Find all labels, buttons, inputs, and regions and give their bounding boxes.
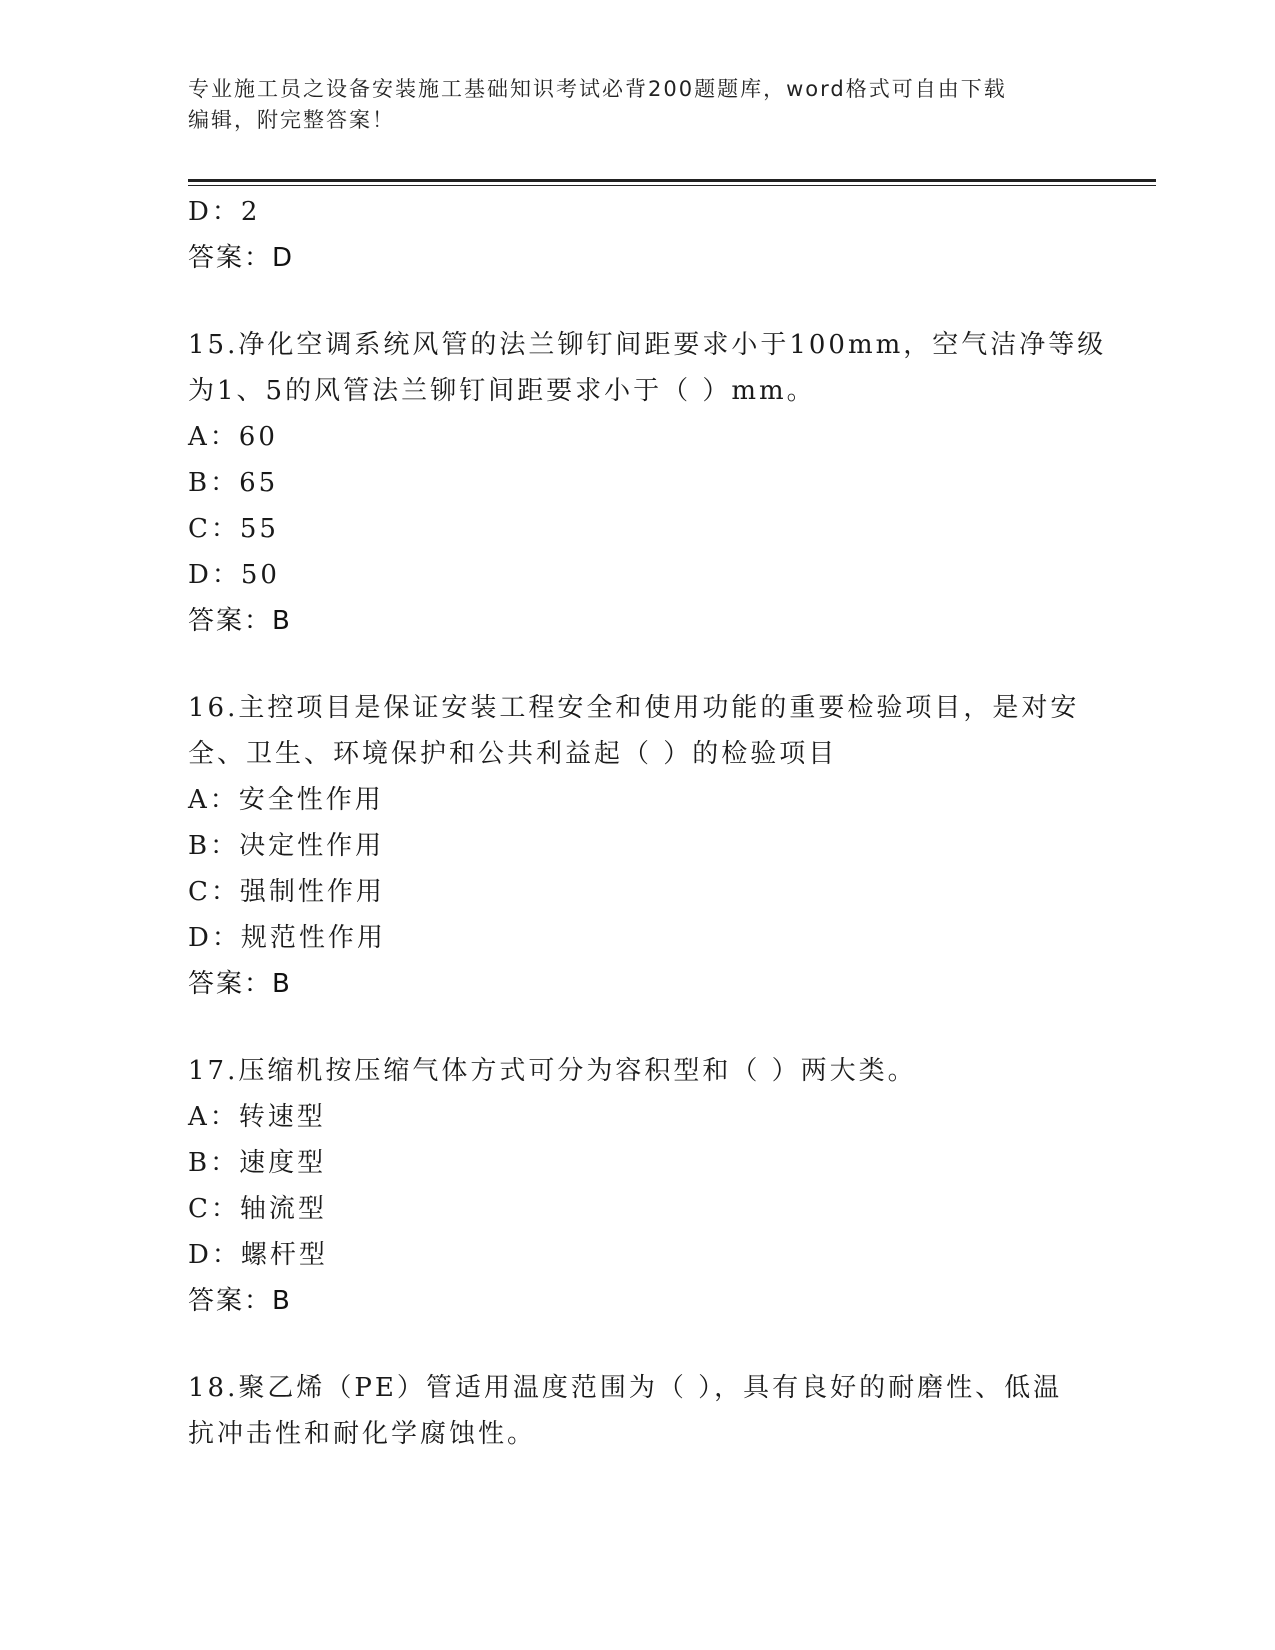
answer-line: 答案：B — [188, 1286, 292, 1316]
question-stem-line: 16.主控项目是保证安装工程安全和使用功能的重要检验项目，是对安 — [188, 693, 1080, 723]
option-a: A：60 — [188, 422, 278, 452]
carryover-block — [188, 189, 1088, 281]
header-line-2: 编辑，附完整答案！ — [188, 108, 395, 132]
question-stem-line: 全、卫生、环境保护和公共利益起（ ）的检验项目 — [188, 739, 838, 769]
answer-line: 答案：B — [188, 969, 292, 999]
option-b: B：速度型 — [188, 1148, 327, 1178]
question-16 — [188, 685, 1088, 1007]
question-stem-line: 17.压缩机按压缩气体方式可分为容积型和（ ）两大类。 — [188, 1056, 917, 1086]
option-d: D：螺杆型 — [188, 1240, 328, 1270]
header-divider-thick — [188, 179, 1156, 182]
document-header — [188, 74, 1088, 136]
header-divider-thin — [188, 185, 1156, 186]
option-a: A：安全性作用 — [188, 785, 384, 815]
option-b: B：65 — [188, 468, 279, 498]
option-a: A：转速型 — [188, 1102, 326, 1132]
question-18 — [188, 1365, 1088, 1457]
question-stem-line: 15.净化空调系统风管的法兰铆钉间距要求小于100mm，空气洁净等级 — [188, 330, 1107, 360]
answer-line: 答案：D — [188, 243, 295, 273]
question-stem-line: 18.聚乙烯（PE）管适用温度范围为（ ），具有良好的耐磨性、低温 — [188, 1373, 1063, 1403]
question-list — [188, 189, 1107, 1457]
option-c: C：强制性作用 — [188, 877, 385, 907]
option-d: D：2 — [188, 197, 261, 227]
option-d: D：50 — [188, 560, 280, 590]
option-d: D：规范性作用 — [188, 923, 386, 953]
option-c: C：轴流型 — [188, 1194, 327, 1224]
answer-line: 答案：B — [188, 606, 292, 636]
option-c: C：55 — [188, 514, 279, 544]
question-stem-line: 抗冲击性和耐化学腐蚀性。 — [188, 1419, 537, 1449]
header-line-1: 专业施工员之设备安装施工基础知识考试必背200题题库，word格式可自由下载 — [188, 77, 1007, 101]
question-stem-line: 为1、5的风管法兰铆钉间距要求小于（ ）mm。 — [188, 376, 816, 406]
option-b: B：决定性作用 — [188, 831, 385, 861]
question-17 — [188, 1048, 1088, 1324]
question-15 — [188, 322, 1107, 644]
